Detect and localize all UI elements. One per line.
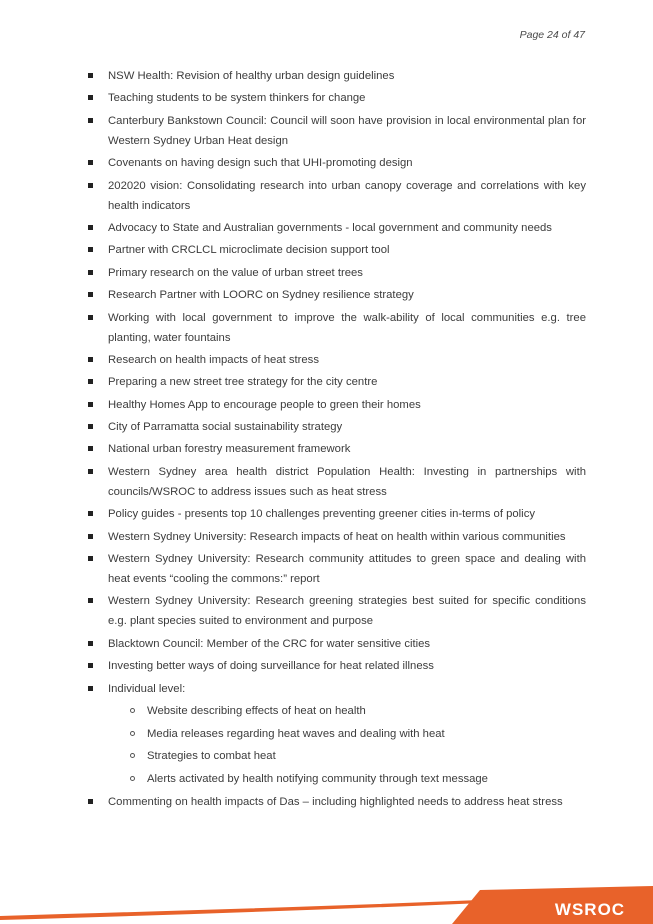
list-item: Teaching students to be system thinkers for change [84, 88, 586, 108]
list-item: Healthy Homes App to encourage people to green their homes [84, 395, 586, 415]
list-item: Primary research on the value of urban street trees [84, 263, 586, 283]
square-bullet-icon [88, 641, 93, 646]
bullet-list-continued [84, 792, 586, 812]
list-item: Blacktown Council: Member of the CRC for water sensitive cities [84, 634, 586, 654]
circle-bullet-icon [130, 731, 135, 736]
list-item: Advocacy to State and Australian governments - local government and community needs [84, 218, 586, 238]
sub-list-item: Media releases regarding heat waves and dealing with heat [108, 724, 586, 744]
list-item: 202020 vision: Consolidating research into urban canopy coverage and correlations with key health indicators [84, 176, 586, 216]
circle-bullet-icon [130, 753, 135, 758]
document-body [84, 66, 586, 814]
sub-list-item: Strategies to combat heat [108, 746, 586, 766]
list-item: Research on health impacts of heat stress [84, 350, 586, 370]
list-item: Western Sydney area health district Population Health: Investing in partnerships with councils/WSROC to address issues such as heat stress [84, 462, 586, 502]
square-bullet-icon [88, 95, 93, 100]
footer-banner [0, 864, 653, 924]
list-item: Preparing a new street tree strategy for the city centre [84, 372, 586, 392]
list-item: Western Sydney University: Research greening strategies best suited for specific conditions e.g. plant species suited to environment and purpose [84, 591, 586, 631]
square-bullet-icon [88, 379, 93, 384]
square-bullet-icon [88, 534, 93, 539]
square-bullet-icon [88, 160, 93, 165]
square-bullet-icon [88, 663, 93, 668]
bullet-list [84, 66, 586, 699]
sub-list-item: Alerts activated by health notifying community through text message [108, 769, 586, 789]
sub-list-item: Website describing effects of heat on health [108, 701, 586, 721]
list-item: Western Sydney University: Research community attitudes to green space and dealing with heat events “cooling the commons:” report [84, 549, 586, 589]
square-bullet-icon [88, 446, 93, 451]
square-bullet-icon [88, 598, 93, 603]
wsroc-logo: WSROC [554, 900, 626, 919]
square-bullet-icon [88, 315, 93, 320]
circle-bullet-icon [130, 776, 135, 781]
square-bullet-icon [88, 225, 93, 230]
square-bullet-icon [88, 357, 93, 362]
list-item: Investing better ways of doing surveillance for heat related illness [84, 656, 586, 676]
list-item: NSW Health: Revision of healthy urban design guidelines [84, 66, 586, 86]
square-bullet-icon [88, 402, 93, 407]
square-bullet-icon [88, 292, 93, 297]
square-bullet-icon [88, 247, 93, 252]
square-bullet-icon [88, 799, 93, 804]
list-item: Policy guides - presents top 10 challenges preventing greener cities in-terms of policy [84, 504, 586, 524]
sub-bullet-list [84, 701, 586, 789]
square-bullet-icon [88, 556, 93, 561]
list-item: Commenting on health impacts of Das – including highlighted needs to address heat stress [84, 792, 586, 812]
square-bullet-icon [88, 183, 93, 188]
square-bullet-icon [88, 511, 93, 516]
list-item: City of Parramatta social sustainability strategy [84, 417, 586, 437]
square-bullet-icon [88, 424, 93, 429]
circle-bullet-icon [130, 708, 135, 713]
square-bullet-icon [88, 686, 93, 691]
list-item: Working with local government to improve the walk-ability of local communities e.g. tree planting, water fountains [84, 308, 586, 348]
list-item: Covenants on having design such that UHI-promoting design [84, 153, 586, 173]
list-item: Research Partner with LOORC on Sydney resilience strategy [84, 285, 586, 305]
square-bullet-icon [88, 73, 93, 78]
square-bullet-icon [88, 469, 93, 474]
list-item: National urban forestry measurement framework [84, 439, 586, 459]
list-item: Partner with CRCLCL microclimate decision support tool [84, 240, 586, 260]
list-item: Individual level: [84, 679, 586, 699]
square-bullet-icon [88, 270, 93, 275]
page-number: Page 24 of 47 [519, 29, 585, 41]
list-item: Western Sydney University: Research impacts of heat on health within various communities [84, 527, 586, 547]
square-bullet-icon [88, 118, 93, 123]
list-item: Canterbury Bankstown Council: Council will soon have provision in local environmental plan for Western Sydney Urban Heat design [84, 111, 586, 151]
